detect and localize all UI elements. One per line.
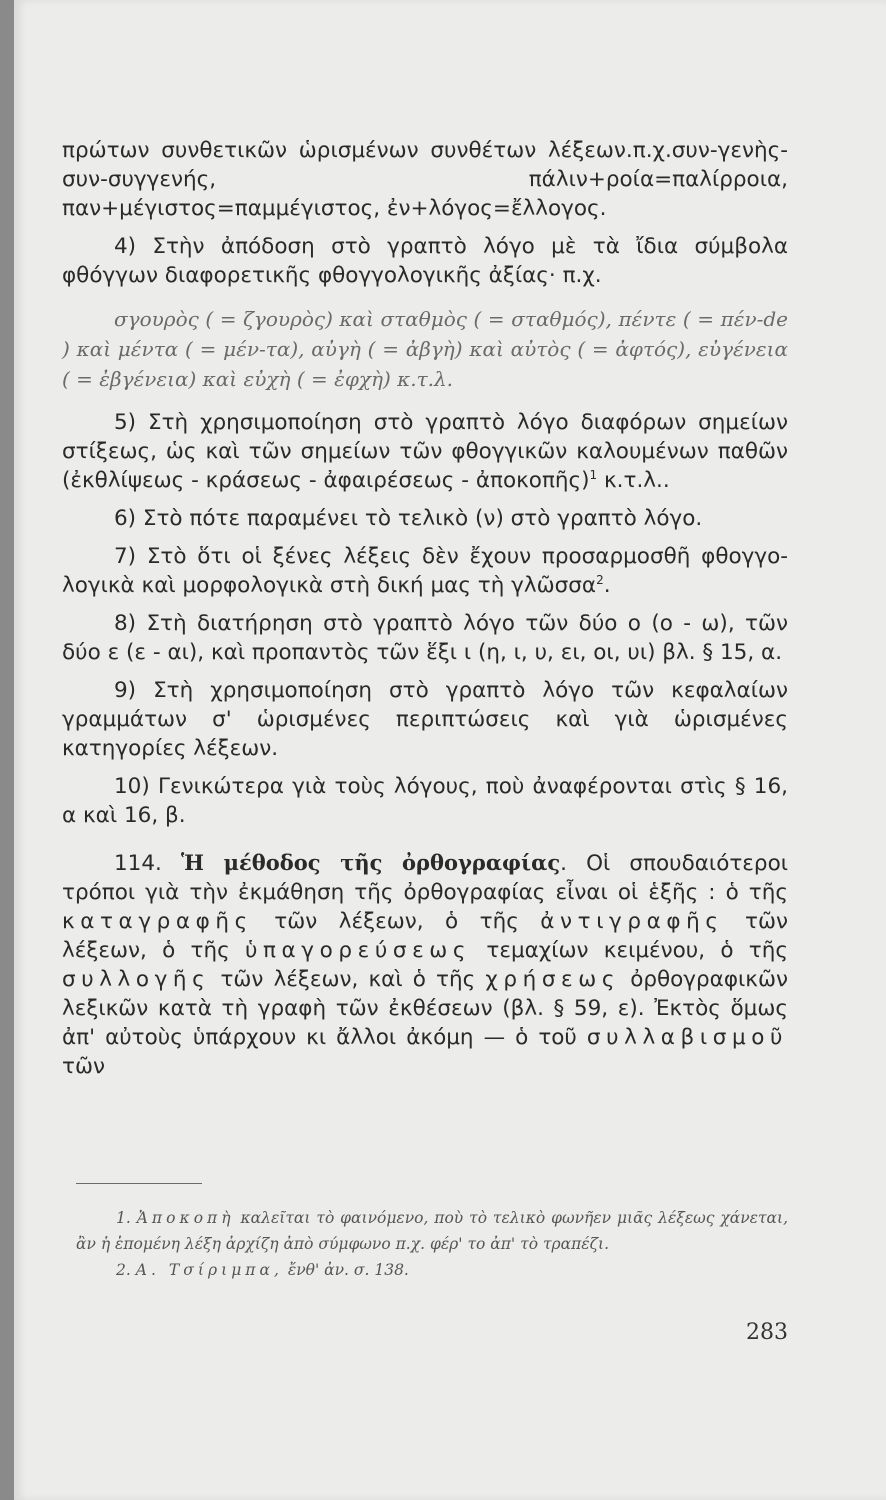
footnote-2 (76, 1257, 788, 1283)
section-number: 114. (114, 851, 162, 876)
paragraph-point-6: 6) Στὸ πότε παραμένει τὸ τελικὸ (ν) στὸ γραπτὸ λόγο. (114, 506, 703, 531)
footnote-1 (76, 1205, 788, 1257)
page-number: 283 (746, 1320, 788, 1345)
paragraph-point-10: 10) Γενικώτερα γιὰ τοὺς λόγους, ποὺ ἀναφέρονται στὶς § 16, α καὶ 16, β. (62, 774, 788, 828)
spaced-term-1: καταγραφῆς (62, 909, 253, 934)
section-text-5: τῶν λέξεων, καὶ ὁ τῆς (210, 967, 486, 992)
main-text (62, 136, 788, 1081)
spaced-term-6: συλλαβισμοῦ (586, 1025, 788, 1050)
footnote-ref-1: 1 (589, 467, 598, 482)
section-text-6: ὀρθογραφικῶν λεξικῶν κατὰ τὴ γραφὴ τῶν ἐκθέσεων (βλ. § 59, ε). Ἐκτὸς ὅμως ἀπ' αὐτοὺς ὑπάρχουν κι ἄλλοι ἀκόμη — ὁ τοῦ (62, 967, 788, 1050)
paragraph-point-8: 8) Στὴ διατήρηση στὸ γραπτὸ λόγο τῶν δύο ο (ο - ω), τῶν δύο ε (ε - αι), καὶ προπαντὸς τῶν ἕξι ι (η, ι, υ, ει, οι, υι) βλ. § 15, α. (62, 611, 788, 665)
spaced-term-5: χρήσεως (485, 967, 621, 992)
footnote-divider (76, 1183, 202, 1184)
section-heading: Ἡ μέθοδος τῆς ὀρθογραφίας (181, 850, 561, 875)
section-114 (62, 848, 788, 1081)
footnotes (76, 1205, 788, 1283)
spaced-term-4: συλλογῆς (62, 967, 211, 992)
footnote-1-text: καλεῖται τὸ φαινόμενο, ποὺ τὸ τελικὸ φωνῆεν μιᾶς λέξεως χάνεται, ἂν ἡ ἑπομένη λέξη ἀρχίζη ἀπὸ σύμφωνο π.χ. φέρ' το ἀπ' τὸ τραπέζι. (76, 1209, 788, 1253)
paragraph-point-9: 9) Στὴ χρησιμοποίηση στὸ γραπτὸ λόγο τῶν κεφαλαίων γραμμάτων σ' ὡρισμένες περιπτώσεις καὶ γιὰ ὡρισμένες κατηγορίες λέξεων. (62, 678, 788, 761)
footnote-2-number: 2. (116, 1261, 131, 1279)
book-page (14, 0, 886, 1500)
example-block: σγουρὸς ( = ζγουρὸς) καὶ σταθμὸς ( = σταθμός), πέντε ( = πέν-de ) καὶ μέντα ( = μέν-τα), αὐγὴ ( = ἀβγὴ) καὶ αὐτὸς ( = ἀφτός), εὐγένεια ( = ἐβγένεια) καὶ εὐχὴ ( = ἐφχὴ) κ.τ.λ. (62, 307, 788, 391)
footnote-1-term: Ἀποκοπὴ (136, 1209, 235, 1227)
point-5-tail: κ.τ.λ.. (597, 468, 670, 493)
point-5-text: 5) Στὴ χρησιμοποίηση στὸ γραπτὸ λόγο διαφόρων σημείων στίξεως, ὡς καὶ τῶν σημείων τῶν φθογγικῶν καλουμένων παθῶν (ἐκθλίψεως - κράσεως - ἀφαιρέσεως - ἀποκοπῆς) (62, 410, 788, 493)
spaced-term-2: ἀντιγραφῆς (540, 909, 724, 934)
point-7-tail: . (603, 573, 611, 598)
paragraph-point-4: 4) Στὴν ἀπόδοση στὸ γραπτὸ λόγο μὲ τὰ ἴδια σύμβολα φθόγγων διαφορετικῆς φθογγολογικῆς ἀξίας· π.χ. (62, 234, 788, 288)
spaced-term-3: ὑπαγορεύσεως (244, 938, 472, 963)
footnote-ref-2: 2 (596, 572, 604, 587)
paragraph-continuation: πρώτων συνθετικῶν ὡρισμένων συνθέτων λέξεων.π.χ.συν-γενὴς-συν-συγγενής, πάλιν+ροία=παλίρροια, παν+μέγιστος=παμμέγιστος, ἐν+λόγος=ἔλλογος. (62, 138, 788, 221)
section-text-1: . Οἱ σπουδαιότεροι τρόποι γιὰ τὴν ἐκμάθηση τῆς ὀρθογραφίας εἶναι οἱ ἑξῆς : ὁ τῆς (62, 851, 788, 905)
section-text-4: τεμαχίων κειμένου, ὁ τῆς (471, 938, 788, 963)
section-text-2: τῶν λέξεων, ὁ τῆς (252, 909, 541, 934)
footnote-2-text: ἔνθ' ἀν. σ. 138. (282, 1261, 409, 1279)
paragraph-point-7 (62, 542, 788, 600)
point-7-text: 7) Στὸ ὅτι οἱ ξένες λέξεις δὲν ἔχουν προσαρμοσθῆ φθογγο-λογικὰ καὶ μορφολογικὰ στὴ δική μας τὴ γλῶσσα (62, 544, 788, 598)
footnote-1-number: 1. (116, 1209, 131, 1227)
footnote-2-author: Α. Τσίριμπα, (135, 1261, 283, 1279)
paragraph-point-5 (62, 408, 788, 495)
section-text-3: τῶν λέξεων, ὁ τῆς (62, 909, 789, 963)
section-text-7: τῶν (62, 1054, 105, 1079)
